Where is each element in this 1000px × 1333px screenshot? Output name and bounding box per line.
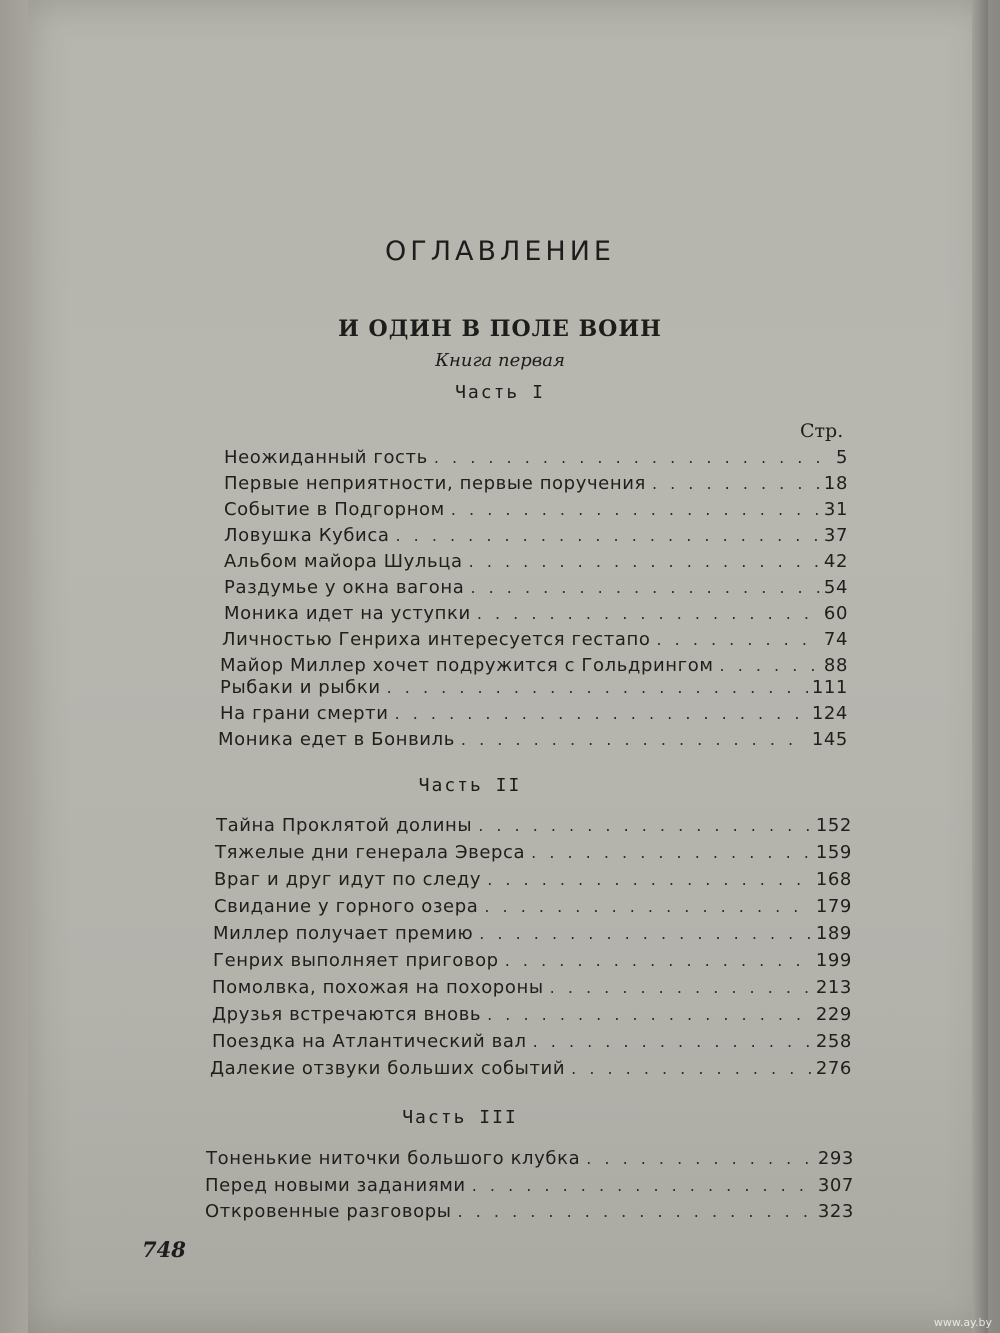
leader-dots xyxy=(469,552,820,571)
toc-entry xyxy=(212,1031,852,1058)
leader-dots xyxy=(395,704,808,723)
toc-entry xyxy=(214,896,852,923)
entry-title: Моника едет в Бонвиль xyxy=(218,729,455,750)
leader-dots xyxy=(470,578,819,597)
leader-dots xyxy=(451,500,820,519)
toc-entry xyxy=(224,577,848,604)
work-title: И ОДИН В ПОЛЕ ВОИН xyxy=(338,316,662,342)
leader-dots xyxy=(487,870,812,889)
leader-dots xyxy=(484,897,811,916)
entry-title: Тайна Проклятой долины xyxy=(216,815,473,836)
watermark: www.ay.by xyxy=(933,1316,992,1329)
leader-dots xyxy=(472,1176,814,1195)
toc-entry xyxy=(215,842,852,869)
entry-title: Личностью Генриха интересуется гестапо xyxy=(222,629,651,650)
leader-dots xyxy=(434,448,832,467)
leader-dots xyxy=(550,978,812,997)
toc-entry xyxy=(212,977,852,1004)
toc-entry xyxy=(216,815,852,842)
entry-page: 31 xyxy=(823,499,848,520)
part-1-label: Часть I xyxy=(455,382,545,403)
toc-entry xyxy=(213,950,852,977)
entry-title: Тоненькие ниточки большого клубка xyxy=(206,1148,581,1169)
entry-page: 307 xyxy=(817,1175,854,1196)
leader-dots xyxy=(395,526,819,545)
leader-dots xyxy=(652,474,820,493)
entry-title: Помолвка, похожая на похороны xyxy=(212,977,544,998)
toc-entry xyxy=(212,1004,852,1031)
leader-dots xyxy=(477,604,820,623)
entry-title: Ловушка Кубиса xyxy=(224,525,390,546)
toc-entry xyxy=(222,629,848,656)
toc-entry xyxy=(224,525,848,552)
leader-dots xyxy=(458,1202,814,1221)
entry-title: На грани смерти xyxy=(220,703,389,724)
entry-page: 179 xyxy=(815,896,852,917)
toc-entry xyxy=(220,677,848,704)
leader-dots xyxy=(533,1032,812,1051)
entry-title: Поездка на Атлантический вал xyxy=(212,1031,527,1052)
entry-page: 159 xyxy=(815,842,852,863)
entry-title: Рыбаки и рыбки xyxy=(220,677,381,698)
entry-title: Враг и друг идут по следу xyxy=(214,869,482,890)
entry-page: 54 xyxy=(823,577,848,598)
entry-title: Моника идет на уступки xyxy=(224,603,471,624)
entry-page: 74 xyxy=(823,629,848,650)
toc-entry xyxy=(224,603,848,630)
leader-dots xyxy=(586,1149,814,1168)
entry-title: Миллер получает премию xyxy=(213,923,474,944)
entry-title: Тяжелые дни генерала Эверса xyxy=(215,842,526,863)
part-3-label: Часть III xyxy=(402,1107,518,1128)
entry-page: 145 xyxy=(811,729,848,750)
entry-page: 168 xyxy=(815,869,852,890)
toc-entry xyxy=(224,551,848,578)
book-label: Книга первая xyxy=(435,350,565,371)
leader-dots xyxy=(387,678,808,697)
page-edge xyxy=(972,0,988,1333)
entry-title: Свидание у горного озера xyxy=(214,896,479,917)
toc-entry xyxy=(224,473,848,500)
entry-page: 124 xyxy=(811,703,848,724)
entry-title: Перед новыми заданиями xyxy=(205,1175,466,1196)
leader-dots xyxy=(478,816,812,835)
entry-title: Неожиданный гость xyxy=(224,447,428,468)
entry-page: 152 xyxy=(815,815,852,836)
entry-page: 88 xyxy=(823,655,848,676)
entry-title: Генрих выполняет приговор xyxy=(213,950,499,971)
entry-page: 111 xyxy=(811,677,848,698)
toc-entry xyxy=(210,1058,852,1085)
leader-dots xyxy=(720,656,820,675)
leader-dots xyxy=(461,730,808,749)
page-column-header: Стр. xyxy=(800,420,844,442)
entry-page: 37 xyxy=(823,525,848,546)
entry-title: Раздумье у окна вагона xyxy=(224,577,465,598)
leader-dots xyxy=(505,951,812,970)
leader-dots xyxy=(571,1059,812,1078)
toc-entry xyxy=(218,729,848,756)
entry-title: Далекие отзвуки больших событий xyxy=(210,1058,566,1079)
toc-entry xyxy=(205,1175,854,1202)
leader-dots xyxy=(656,630,819,649)
entry-page: 229 xyxy=(815,1004,852,1025)
toc-entry xyxy=(214,869,852,896)
toc-entry xyxy=(224,447,848,474)
toc-entry xyxy=(220,703,848,730)
toc-entry xyxy=(213,923,852,950)
entry-page: 293 xyxy=(817,1148,854,1169)
toc-entry xyxy=(205,1201,854,1228)
page-number: 748 xyxy=(142,1237,186,1262)
entry-page: 18 xyxy=(823,473,848,494)
entry-page: 60 xyxy=(823,603,848,624)
entry-title: Откровенные разговоры xyxy=(205,1201,452,1222)
entry-page: 213 xyxy=(815,977,852,998)
entry-title: Событие в Подгорном xyxy=(224,499,445,520)
entry-title: Майор Миллер хочет подружится с Гольдрингом xyxy=(220,655,714,676)
entry-page: 5 xyxy=(835,447,848,468)
entry-page: 42 xyxy=(823,551,848,572)
toc-entry xyxy=(224,499,848,526)
leader-dots xyxy=(479,924,812,943)
entry-title: Первые неприятности, первые поручения xyxy=(224,473,646,494)
entry-page: 276 xyxy=(815,1058,852,1079)
entry-title: Друзья встречаются вновь xyxy=(212,1004,482,1025)
toc-entry xyxy=(206,1148,854,1175)
leader-dots xyxy=(531,843,812,862)
part-2-label: Часть II xyxy=(418,775,522,796)
entry-page: 323 xyxy=(817,1201,854,1222)
entry-page: 189 xyxy=(815,923,852,944)
leader-dots xyxy=(487,1005,812,1024)
entry-page: 199 xyxy=(815,950,852,971)
toc-title: ОГЛАВЛЕНИЕ xyxy=(385,236,615,267)
entry-title: Альбом майора Шульца xyxy=(224,551,463,572)
entry-page: 258 xyxy=(815,1031,852,1052)
